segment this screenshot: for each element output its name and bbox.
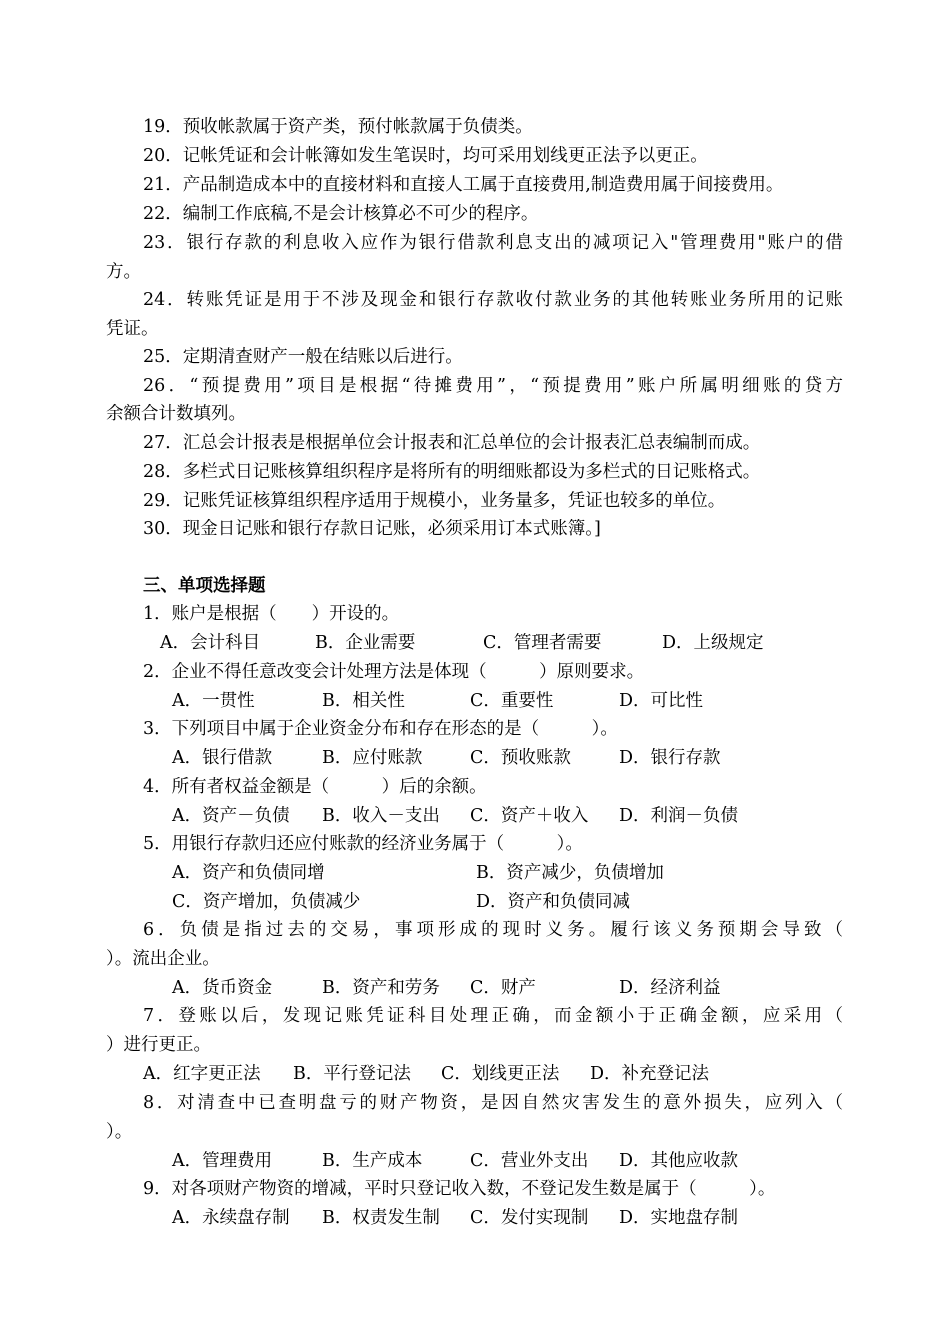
mc-question-8-line2: ）。 — [106, 1122, 133, 1142]
mc-option: B．资产和劳务 — [322, 978, 440, 998]
mc-option: B．应付账款 — [322, 748, 423, 768]
tf-item-23-line2: 方。 — [106, 262, 141, 282]
mc-option: D．补充登记法 — [590, 1064, 710, 1084]
mc-option: B．相关性 — [322, 691, 405, 711]
mc-option: D．银行存款 — [619, 748, 721, 768]
tf-item-19: 19．预收帐款属于资产类，预付帐款属于负债类。 — [143, 117, 533, 137]
mc-question-2: 2．企业不得任意改变会计处理方法是体现（ ）原则要求。 — [143, 662, 645, 682]
mc-option: A．资产和负债同增 — [172, 863, 325, 883]
mc-question-1: 1．账户是根据（ ）开设的。 — [143, 604, 400, 624]
tf-item-23-line1: 23．银行存款的利息收入应作为银行借款利息支出的减项记入"管理费用"账户的借 — [143, 233, 843, 253]
mc-question-8-line1: 8．对清查中已查明盘亏的财产物资，是因自然灾害发生的意外损失，应列入（ — [143, 1093, 843, 1113]
tf-item-26-line1: 26．“预提费用”项目是根据“待摊费用”，“预提费用”账户所属明细账的贷方 — [143, 376, 843, 396]
mc-question-7-line1: 7．登账以后，发现记账凭证科目处理正确，而金额小于正确金额，应采用（ — [143, 1006, 843, 1026]
mc-option: A．管理费用 — [172, 1151, 273, 1171]
mc-option: C．营业外支出 — [470, 1151, 589, 1171]
tf-item-30: 30．现金日记账和银行存款日记账，必须采用订本式账簿。] — [143, 519, 601, 539]
mc-option: C．划线更正法 — [441, 1064, 560, 1084]
mc-option: A．一贯性 — [172, 691, 255, 711]
mc-option: A．会计科目 — [160, 633, 261, 653]
mc-option: A．红字更正法 — [143, 1064, 261, 1084]
mc-option: B．资产减少，负债增加 — [476, 863, 664, 883]
mc-option: D．实地盘存制 — [619, 1208, 739, 1228]
mc-option: C．资产增加，负债减少 — [172, 892, 361, 912]
section-heading: 三、单项选择题 — [143, 576, 266, 596]
mc-option: B．企业需要 — [315, 633, 416, 653]
mc-option: A．货币资金 — [172, 978, 273, 998]
tf-item-25: 25．定期清查财产一般在结账以后进行。 — [143, 347, 463, 367]
mc-option: C．资产＋收入 — [470, 806, 589, 826]
tf-item-24-line2: 凭证。 — [106, 319, 159, 339]
mc-option: D．其他应收款 — [619, 1151, 739, 1171]
mc-option: C．财产 — [470, 978, 536, 998]
mc-option: D．利润－负债 — [619, 806, 739, 826]
mc-option: D．经济利益 — [619, 978, 721, 998]
mc-question-6-line2: ）。流出企业。 — [106, 949, 220, 969]
mc-question-4: 4．所有者权益金额是（ ）后的余额。 — [143, 777, 487, 797]
mc-option: B．平行登记法 — [293, 1064, 411, 1084]
tf-item-20: 20．记帐凭证和会计帐簿如发生笔误时，均可采用划线更正法予以更正。 — [143, 146, 708, 166]
tf-item-21: 21．产品制造成本中的直接材料和直接人工属于直接费用,制造费用属于间接费用。 — [143, 175, 784, 195]
mc-option: A．永续盘存制 — [172, 1208, 290, 1228]
mc-question-9: 9．对各项财产物资的增减，平时只登记收入数，不登记发生数是属于（ ）。 — [143, 1179, 776, 1199]
mc-question-5: 5．用银行存款归还应付账款的经济业务属于（ ）。 — [143, 834, 583, 854]
mc-option: B．权责发生制 — [322, 1208, 440, 1228]
mc-option: D．资产和负债同减 — [476, 892, 631, 912]
tf-item-24-line1: 24．转账凭证是用于不涉及现金和银行存款收付款业务的其他转账业务所用的记账 — [143, 290, 843, 310]
tf-item-29: 29．记账凭证核算组织程序适用于规模小，业务量多，凭证也较多的单位。 — [143, 491, 726, 511]
tf-item-26-line2: 余额合计数填列。 — [106, 404, 246, 424]
mc-option: D．上级规定 — [662, 633, 764, 653]
tf-item-22: 22．编制工作底稿,不是会计核算必不可少的程序。 — [143, 204, 539, 224]
mc-option: B．生产成本 — [322, 1151, 423, 1171]
mc-option: D．可比性 — [619, 691, 704, 711]
mc-option: C．发付实现制 — [470, 1208, 589, 1228]
mc-option: A．资产－负债 — [172, 806, 290, 826]
mc-option: C．重要性 — [470, 691, 554, 711]
mc-option: C．预收账款 — [470, 748, 571, 768]
mc-option: B．收入－支出 — [322, 806, 440, 826]
mc-question-6-line1: 6．负债是指过去的交易，事项形成的现时义务。履行该义务预期会导致（ — [143, 920, 843, 940]
mc-option: C．管理者需要 — [483, 633, 602, 653]
mc-question-7-line2: ）进行更正。 — [106, 1035, 211, 1055]
tf-item-27: 27．汇总会计报表是根据单位会计报表和汇总单位的会计报表汇总表编制而成。 — [143, 433, 761, 453]
mc-option: A．银行借款 — [172, 748, 273, 768]
mc-question-3: 3．下列项目中属于企业资金分布和存在形态的是（ ）。 — [143, 719, 618, 739]
tf-item-28: 28．多栏式日记账核算组织程序是将所有的明细账都设为多栏式的日记账格式。 — [143, 462, 761, 482]
